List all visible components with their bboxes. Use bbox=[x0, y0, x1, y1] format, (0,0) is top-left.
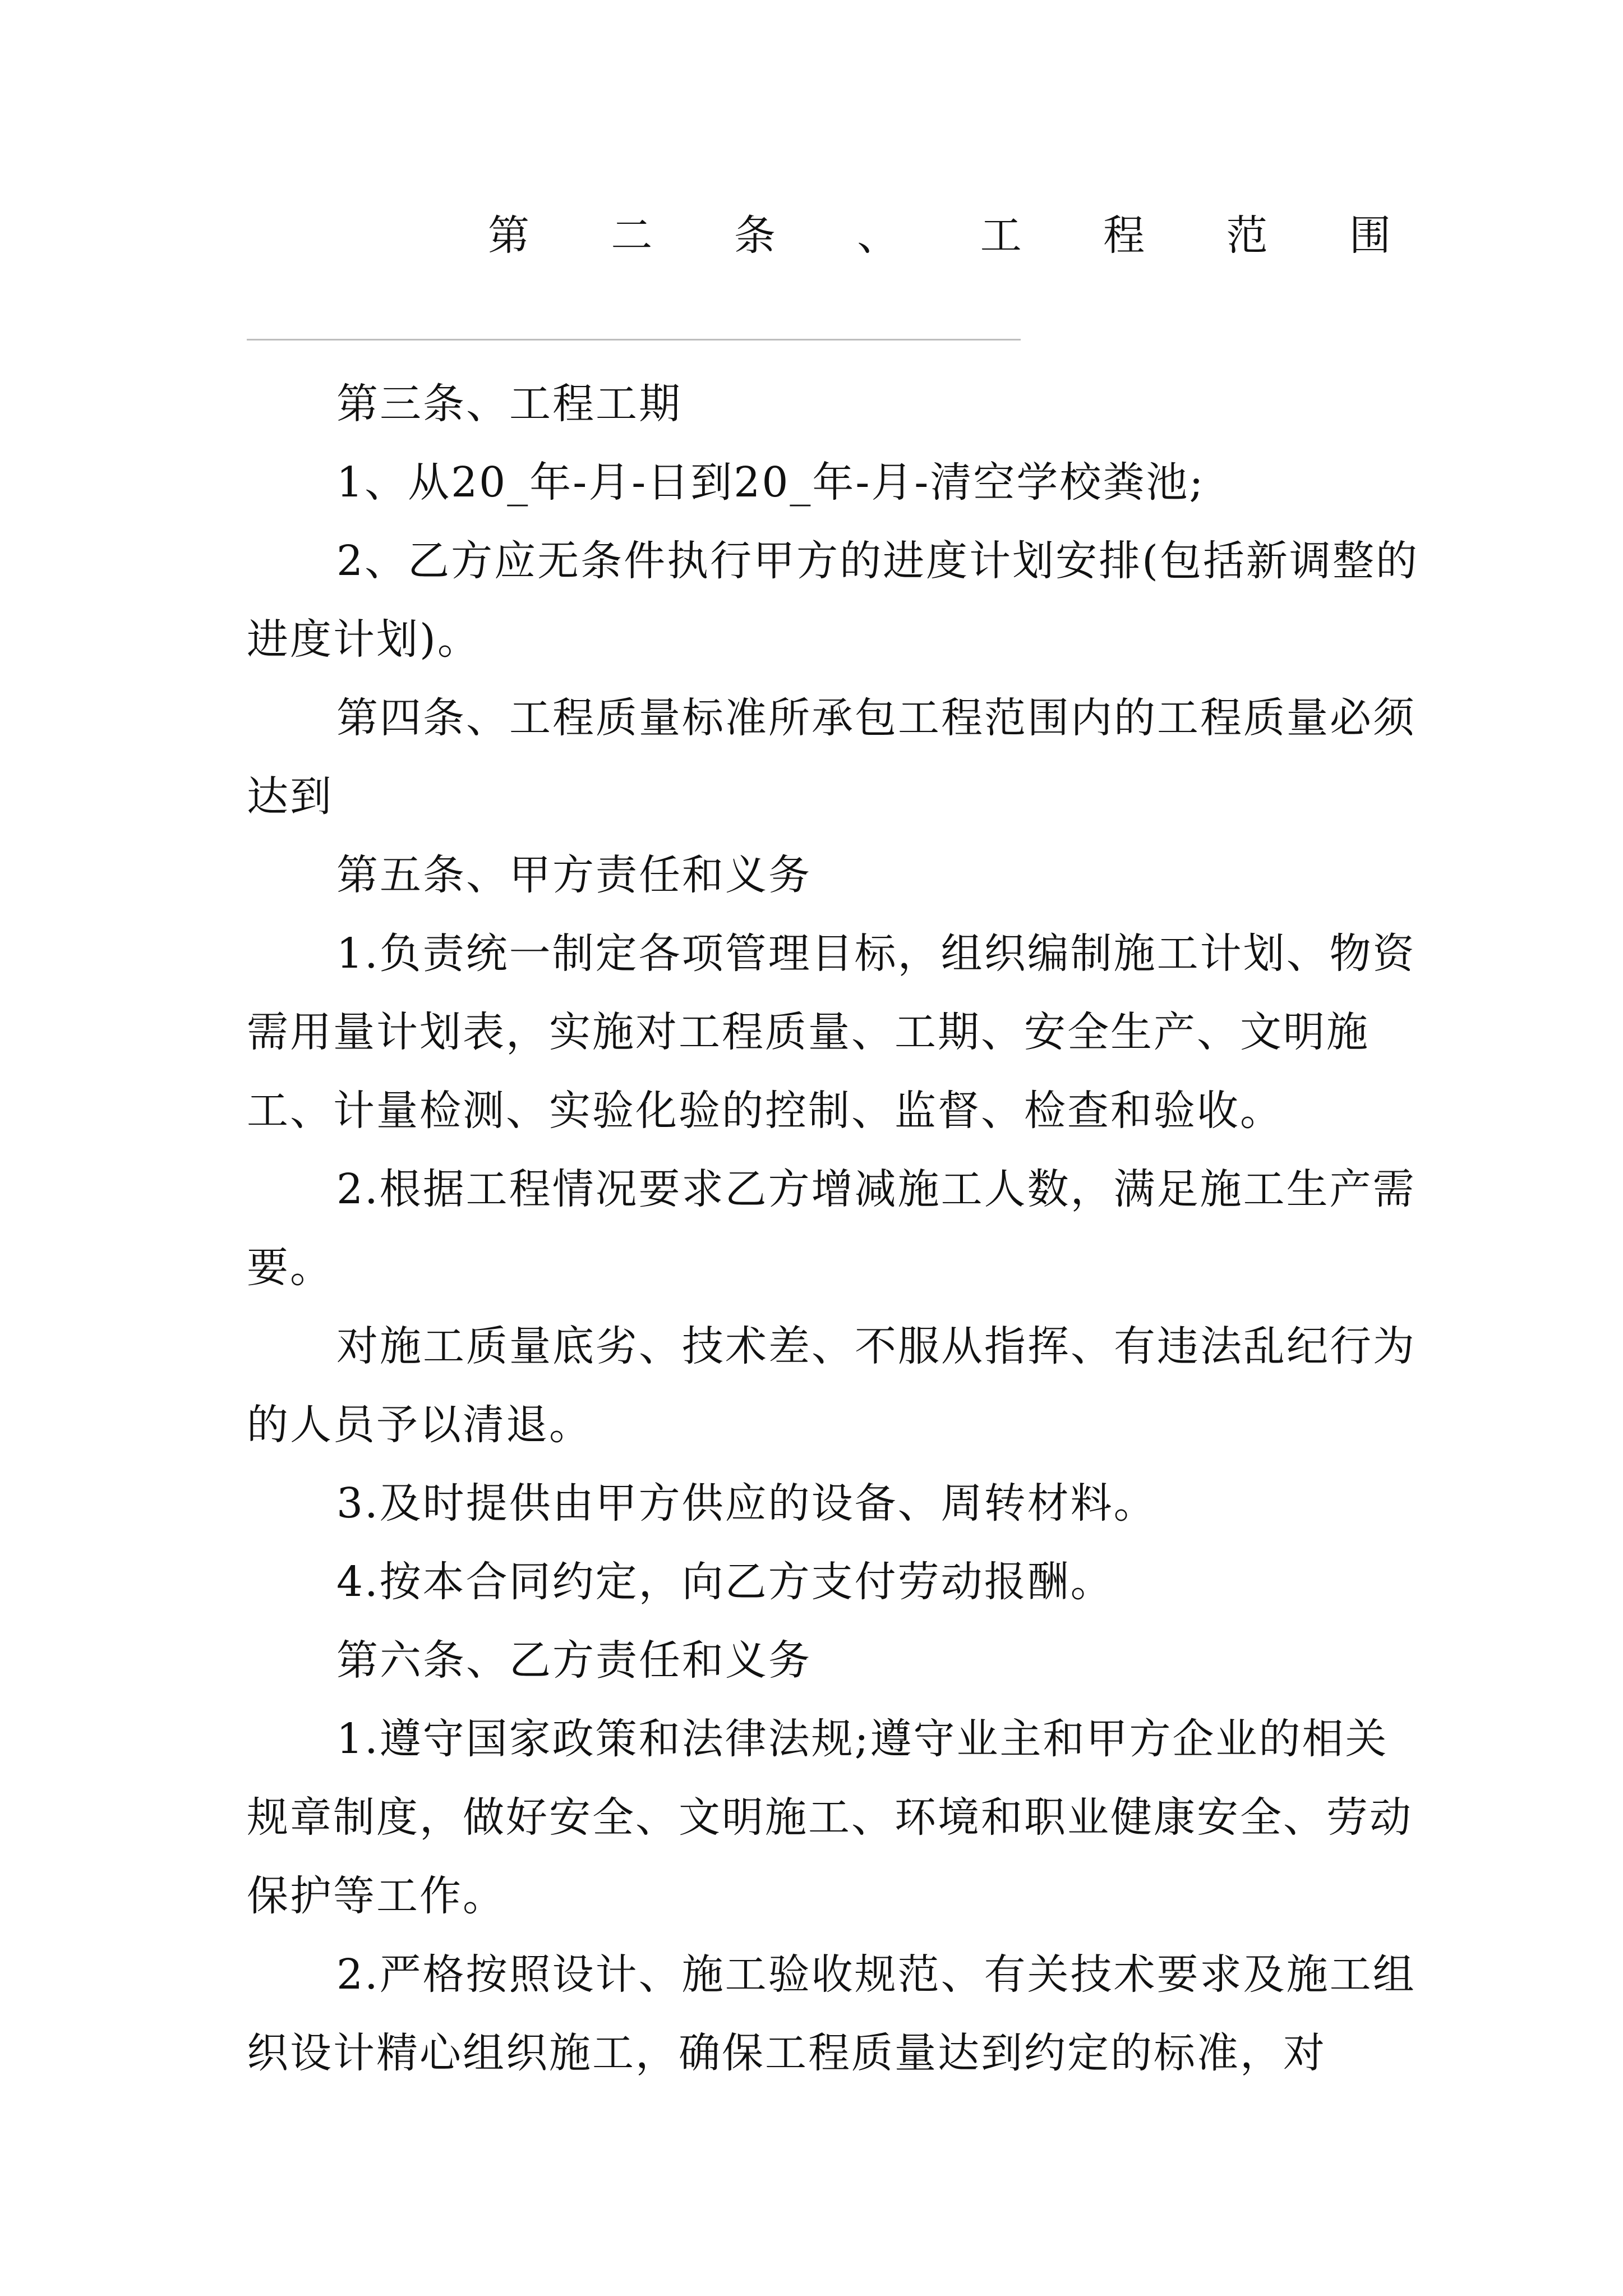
document-body bbox=[247, 365, 1419, 2092]
article-five-item-1: 1.负责统一制定各项管理目标，组织编制施工计划、物资需用量计划表，实施对工程质量、工期、安全生产、文明施工、计量检测、实验化验的控制、监督、检查和验收。 bbox=[247, 930, 1416, 1135]
heading-char: 工 bbox=[980, 211, 1022, 260]
horizontal-divider bbox=[247, 339, 1021, 341]
article-four-text: 第四条、工程质量标准所承包工程范围内的工程质量必须达到 bbox=[247, 694, 1416, 821]
article-three-title: 第三条、工程工期 bbox=[336, 380, 682, 428]
article-three-item-2: 2、乙方应无条件执行甲方的进度计划安排(包括新调整的进度计划)。 bbox=[247, 537, 1419, 664]
article-three-item-1: 1、从20_年-月-日到20_年-月-清空学校粪池; bbox=[336, 458, 1205, 507]
article-five-item-3: 3.及时提供由甲方供应的设备、周转材料。 bbox=[336, 1479, 1157, 1527]
article-heading bbox=[488, 208, 1391, 264]
article-five-item-2: 2.根据工程情况要求乙方增减施工人数，满足施工生产需要。 bbox=[247, 1165, 1416, 1292]
article-five-item-2-cont: 对施工质量底劣、技术差、不服从指挥、有违法乱纪行为的人员予以清退。 bbox=[247, 1322, 1416, 1449]
article-six-title: 第六条、乙方责任和义务 bbox=[336, 1636, 811, 1685]
article-five-item-4: 4.按本合同约定，向乙方支付劳动报酬。 bbox=[336, 1558, 1114, 1606]
article-six-item-1: 1.遵守国家政策和法律法规;遵守业主和甲方企业的相关规章制度，做好安全、文明施工、环境和职业健康安全、劳动保护等工作。 bbox=[247, 1715, 1413, 1920]
heading-char: 二 bbox=[611, 211, 653, 260]
heading-char: 第 bbox=[488, 211, 529, 260]
article-six-item-2: 2.严格按照设计、施工验收规范、有关技术要求及施工组织设计精心组织施工，确保工程质量达到约定的标准，对 bbox=[247, 1950, 1416, 2077]
heading-char: 条 bbox=[734, 211, 776, 260]
heading-char: 范 bbox=[1226, 211, 1268, 260]
heading-char: 围 bbox=[1349, 211, 1391, 260]
heading-char: 、 bbox=[857, 211, 899, 260]
heading-char: 程 bbox=[1103, 211, 1145, 260]
article-five-title: 第五条、甲方责任和义务 bbox=[336, 851, 811, 899]
